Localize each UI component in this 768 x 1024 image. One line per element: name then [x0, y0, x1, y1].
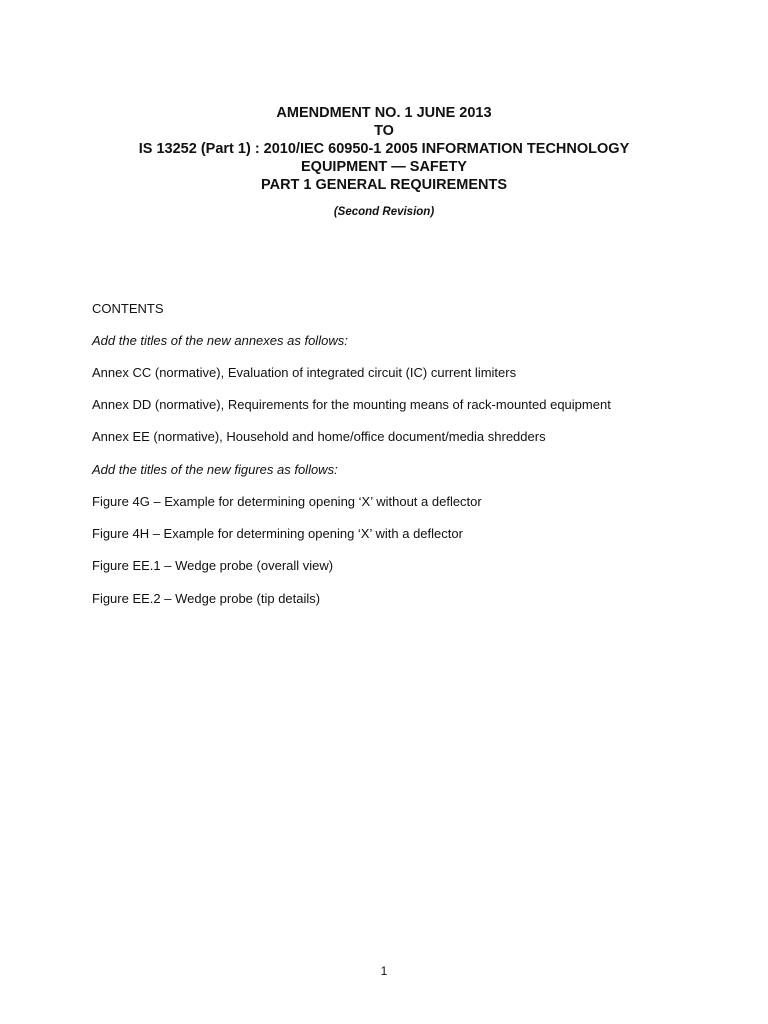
- amendment-to: TO: [374, 123, 394, 139]
- figure-item: Figure EE.1 – Wedge probe (overall view): [92, 558, 334, 573]
- annex-item: Annex DD (normative), Requirements for the mounting means of rack-mounted equipment: [92, 397, 611, 412]
- standard-subject: EQUIPMENT — SAFETY: [301, 159, 467, 175]
- annex-item: Annex CC (normative), Evaluation of integrated circuit (IC) current limiters: [92, 365, 517, 380]
- amendment-title: AMENDMENT NO. 1 JUNE 2013: [276, 105, 492, 121]
- figure-item: Figure EE.2 – Wedge probe (tip details): [92, 591, 321, 606]
- annex-instruction: Add the titles of the new annexes as follows:: [92, 333, 348, 348]
- standard-part-title: PART 1 GENERAL REQUIREMENTS: [261, 177, 507, 193]
- figure-item: Figure 4G – Example for determining opening ‘X’ without a deflector: [92, 494, 482, 509]
- standard-reference: IS 13252 (Part 1) : 2010/IEC 60950-1 2005 INFORMATION TECHNOLOGY: [138, 141, 630, 157]
- amendment-heading: [0, 104, 768, 194]
- annex-item: Annex EE (normative), Household and home/office document/media shredders: [92, 429, 546, 444]
- revision-subtitle: (Second Revision): [333, 206, 435, 218]
- figure-item: Figure 4H – Example for determining opening ‘X’ with a deflector: [92, 526, 463, 541]
- contents-heading: CONTENTS: [92, 301, 164, 316]
- figure-instruction: Add the titles of the new figures as follows:: [92, 462, 338, 477]
- page-number: 1: [380, 964, 388, 978]
